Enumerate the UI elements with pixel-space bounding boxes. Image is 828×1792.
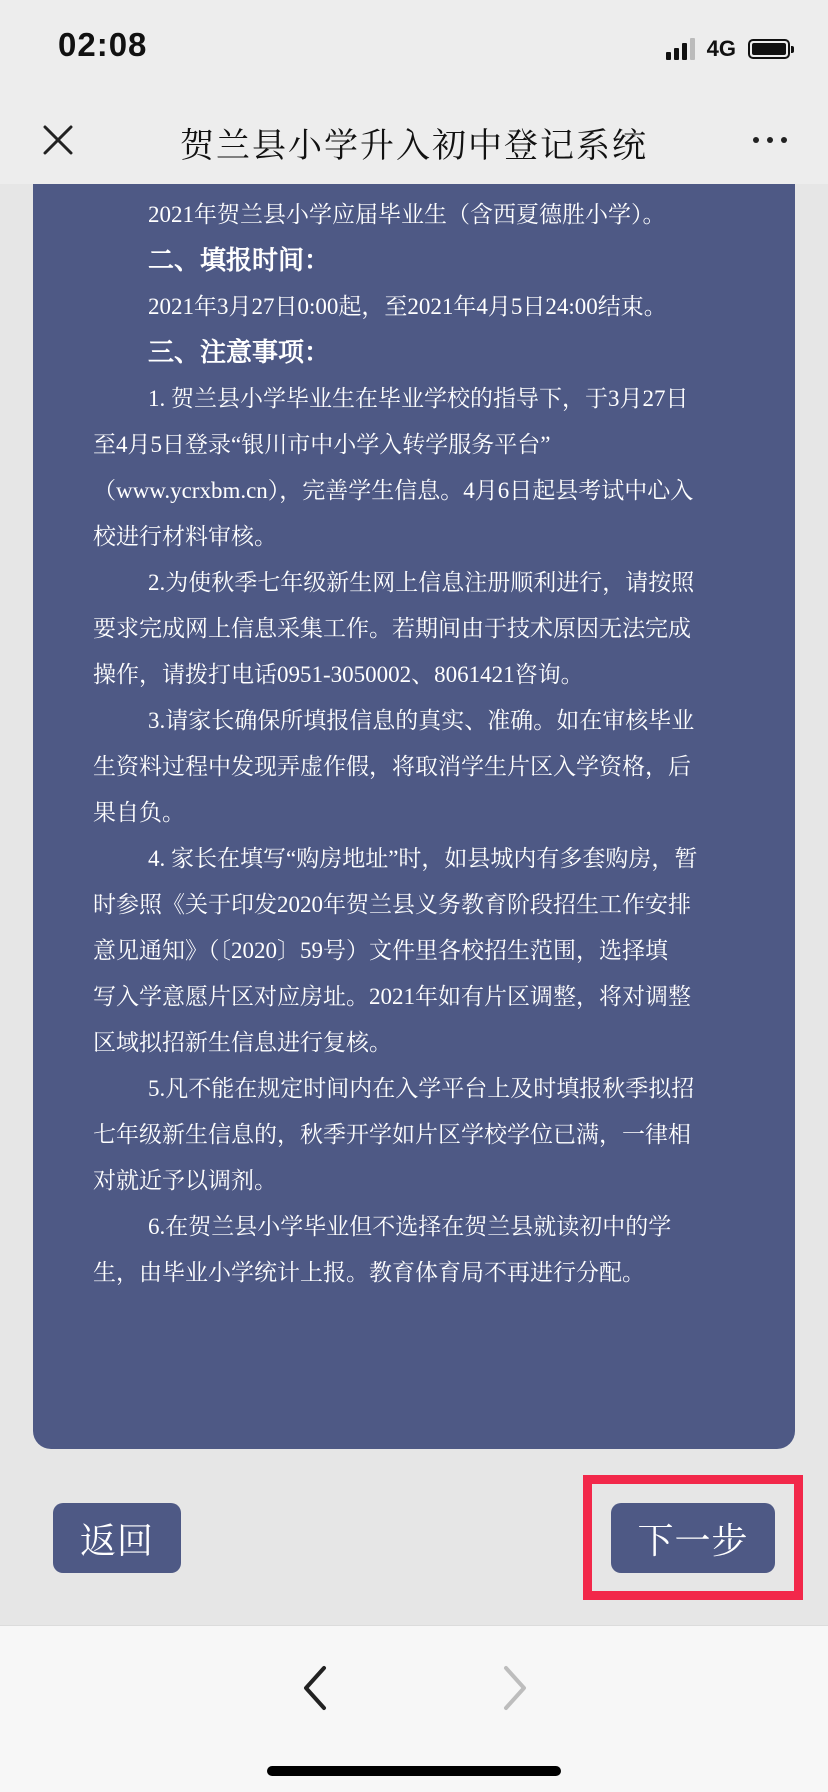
nav-bar <box>0 96 828 184</box>
status-indicators <box>666 36 790 62</box>
highlight-box <box>583 1475 803 1600</box>
notice-line: 果自负。 <box>93 800 185 825</box>
notice-line: 生，由毕业小学统计上报。教育体育局不再进行分配。 <box>93 1260 645 1285</box>
section-heading: 二、填报时间： <box>148 246 331 276</box>
notice-content <box>33 184 795 1449</box>
battery-icon <box>748 39 790 59</box>
status-time: 02:08 <box>58 26 148 63</box>
notice-line: 区域拟招新生信息进行复核。 <box>93 1030 392 1055</box>
back-button[interactable]: 返回 <box>53 1503 181 1573</box>
bottom-toolbar <box>0 1625 828 1792</box>
network-label: 4G <box>706 36 736 61</box>
notice-line: （www.ycrxbm.cn），完善学生信息。4月6日起县考试中心入 <box>93 478 694 503</box>
notice-line: 生资料过程中发现弄虚作假，将取消学生片区入学资格，后 <box>93 754 691 779</box>
chevron-left-icon[interactable] <box>296 1656 336 1716</box>
notice-line: 操作，请拨打电话0951-3050002、8061421咨询。 <box>93 662 584 687</box>
section-heading: 三、注意事项： <box>148 338 331 368</box>
notice-line: 对就近予以调剂。 <box>93 1168 277 1193</box>
notice-line: 七年级新生信息的，秋季开学如片区学校学位已满，一律相 <box>93 1122 691 1147</box>
notice-line: 2021年3月27日0:00起，至2021年4月5日24:00结束。 <box>148 294 667 319</box>
notice-line: 校进行材料审核。 <box>93 524 277 549</box>
notice-line: 2021年贺兰县小学应届毕业生（含西夏德胜小学）。 <box>148 202 666 227</box>
notice-line: 时参照《关于印发2020年贺兰县义务教育阶段招生工作安排 <box>93 892 691 917</box>
status-bar <box>0 0 828 96</box>
more-button[interactable] <box>742 116 798 164</box>
notice-line: 1. 贺兰县小学毕业生在毕业学校的指导下，于3月27日 <box>148 386 689 411</box>
signal-icon <box>666 38 695 60</box>
home-indicator <box>267 1766 561 1776</box>
notice-line: 意见通知》（〔2020〕59号）文件里各校招生范围，选择填 <box>93 938 668 963</box>
page-title: 贺兰县小学升入初中登记系统 <box>180 126 648 166</box>
notice-line: 要求完成网上信息采集工作。若期间由于技术原因无法完成 <box>93 616 691 641</box>
more-icon <box>753 137 759 143</box>
notice-line: 5.凡不能在规定时间内在入学平台上及时填报秋季拟招 <box>148 1076 695 1101</box>
notice-line: 3.请家长确保所填报信息的真实、准确。如在审核毕业 <box>148 708 695 733</box>
notice-line: 写入学意愿片区对应房址。2021年如有片区调整，将对调整 <box>93 984 691 1009</box>
chevron-right-icon[interactable] <box>494 1656 534 1716</box>
notice-line: 2.为使秋季七年级新生网上信息注册顺利进行，请按照 <box>148 570 695 595</box>
notice-line: 4. 家长在填写“购房地址”时，如县城内有多套购房，暂 <box>148 846 698 871</box>
next-step-button[interactable]: 下一步 <box>611 1503 775 1573</box>
notice-line: 至4月5日登录“银川市中小学入转学服务平台” <box>93 432 551 457</box>
notice-line: 6.在贺兰县小学毕业但不选择在贺兰县就读初中的学 <box>148 1214 672 1239</box>
